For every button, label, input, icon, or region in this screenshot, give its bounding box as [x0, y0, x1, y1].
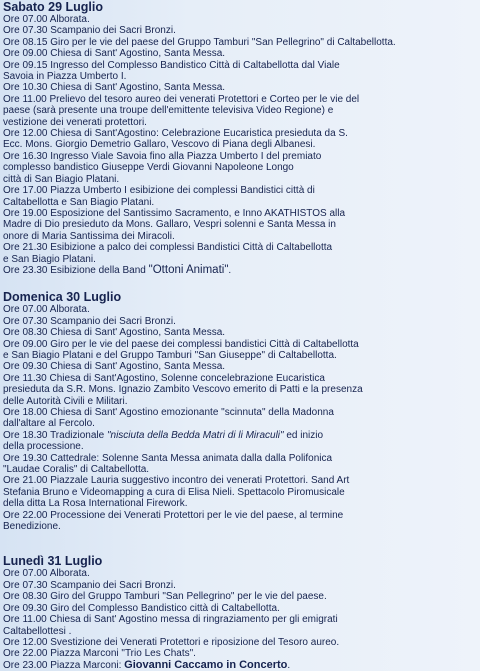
schedule-line: Ore 17.00 Piazza Umberto I esibizione dei complessi Bandistici città di [3, 185, 315, 197]
schedule-line: Ore 08.15 Giro per le vie del paese del Gruppo Tamburi "San Pellegrino" di Caltabellotta. [3, 36, 396, 48]
schedule-line: presieduta da S.R. Mons. Ignazio Zambito Vescovo emerito di Patti e la presenza [3, 384, 363, 396]
schedule-line: Ore 08.30 Giro del Gruppo Tamburi "San Pellegrino" per le vie del paese. [3, 591, 327, 603]
schedule-line: e San Biagio Platani e del Gruppo Tamburi "San Giuseppe" di Caltabellotta. [3, 349, 337, 361]
concert-name: Giovanni Caccamo in Concerto [124, 658, 288, 671]
schedule-line: città di San Biagio Platani. [3, 173, 120, 185]
day-heading: Domenica 30 Luglio [3, 290, 122, 305]
schedule-list [3, 441, 477, 532]
procession-name: "nisciuta della Bedda Matri di li Miraculi" [106, 429, 284, 441]
schedule-line: Ore 11.00 Chiesa di Sant' Agostino messa di ringraziamento per gli emigrati [3, 614, 338, 626]
band-name: "Ottoni Animati" [148, 263, 229, 276]
schedule-line: Madre di Dio presieduto da Mons. Gallaro, Vespri solenni e Santa Messa in [3, 219, 336, 231]
day-section-saturday [3, 0, 477, 276]
schedule-line: Ore 10.30 Chiesa di Sant' Agostino, Santa Messa. [3, 82, 226, 94]
schedule-line: Ore 09.30 Chiesa di Sant' Agostino, Santa Messa. [3, 361, 226, 373]
schedule-line: Ore 07.00 Alborata. [3, 14, 90, 25]
schedule-line: Ore 19.00 Esposizione del Santissimo Sacramento, e Inno AKATHISTOS alla [3, 207, 346, 219]
day-section-sunday [3, 290, 477, 532]
day-heading: Sabato 29 Luglio [3, 0, 104, 14]
schedule-line: Ore 11.30 Chiesa di Sant'Agostino, Solenne concelebrazione Eucaristica [3, 372, 325, 384]
schedule-line: Ore 09.30 Giro del Complesso Bandistico città di Caltabellotta. [3, 602, 280, 614]
schedule-line: Ore 22.00 Processione dei Venerati Protettori per le vie del paese, al termine [3, 509, 344, 521]
schedule-line: onore di Maria Santissima dei Miracoli. [3, 230, 175, 242]
schedule-list [3, 14, 477, 265]
schedule-line: Ore 21.30 Esibizione a palco dei complessi Bandistici Città di Caltabellotta [3, 242, 333, 254]
schedule-line: "Laudae Coralis" di Caltabellotta. [3, 464, 150, 476]
schedule-line: Stefania Bruno e Videomapping a cura di Elisa Nieli. Spettacolo Piromusicale [3, 486, 345, 498]
schedule-line: Savoia in Piazza Umberto I. [3, 71, 127, 83]
schedule-line: Ore 19.30 Cattedrale: Solenne Santa Messa animata dalla dalla Polifonica [3, 452, 333, 464]
schedule-line: e San Biagio Platani. [3, 253, 96, 265]
schedule-line: complesso bandistico Giuseppe Verdi Giovanni Napoleone Longo [3, 162, 294, 174]
schedule-line: paese (sarà presente una troupe dell'emittente televisiva Video Regione) e [3, 105, 334, 117]
schedule-line: Ore 07.30 Scampanio dei Sacri Bronzi. [3, 315, 176, 327]
schedule-line: Ore 18.00 Chiesa di Sant' Agostino emozionante "scinnuta" della Madonna [3, 407, 334, 418]
schedule-line: Ore 09.00 Giro per le vie del paese dei complessi bandistici Città di Caltabellotta [3, 338, 359, 350]
day-section-monday [3, 554, 477, 671]
schedule-line: Ore 07.00 Alborata. [3, 568, 90, 580]
schedule-line: Ore 12.00 Svestizione dei Venerati Protettori e riposizione del Tesoro aureo. [3, 636, 340, 648]
schedule-line: Ore 21.00 Piazzale Lauria suggestivo incontro dei venerati Protettori. Sand Art [3, 475, 350, 487]
schedule-line: Ecc. Mons. Giorgio Demetrio Gallaro, Vescovo di Piana degli Albanesi. [3, 139, 316, 151]
schedule-line: Ore 22.00 Piazza Marconi "Trio Les Chats". [3, 648, 196, 660]
schedule-line: vestizione dei venerati protettori. [3, 116, 147, 128]
schedule-line: Ore 11.00 Prelievo del tesoro aureo dei venerati Protettori e Corteo per le vie del [3, 93, 360, 105]
schedule-line: Benedizione. [3, 521, 61, 533]
schedule-line: delle Autorità Civili e Militari. [3, 395, 128, 407]
schedule-line: dall'altare al Fercolo. [3, 418, 95, 430]
schedule-list [3, 568, 477, 659]
schedule-line: della processione. [3, 441, 84, 453]
schedule-line: Ore 18.30 Tradizionale "nisciuta della Bedda Matri di li Miraculi" ed inizio [3, 429, 324, 441]
schedule-line: Ore 12.00 Chiesa di Sant'Agostino: Celebrazione Eucaristica presieduta da S. [3, 128, 348, 140]
schedule-line: Caltabellottesi . [3, 625, 72, 637]
schedule-line: Ore 23.30 Esibizione della Band "Ottoni Animati". [3, 263, 232, 276]
schedule-line: Ore 07.30 Scampanio dei Sacri Bronzi. [3, 25, 176, 37]
schedule-line: Ore 16.30 Ingresso Viale Savoia fino alla Piazza Umberto I del premiato [3, 150, 322, 162]
schedule-line: della ditta La Rosa International Firework. [3, 498, 188, 510]
schedule-list [3, 304, 477, 429]
schedule-line: Ore 23.00 Piazza Marconi: Giovanni Caccamo in Concerto. [3, 658, 291, 671]
schedule-line: Ore 09.00 Chiesa di Sant' Agostino, Santa Messa. [3, 48, 226, 60]
schedule-line: Ore 08.30 Chiesa di Sant' Agostino, Santa Messa. [3, 327, 226, 339]
schedule-line: Caltabellotta e San Biagio Platani. [3, 196, 155, 208]
schedule-line: Ore 07.30 Scampanio dei Sacri Bronzi. [3, 579, 176, 591]
schedule-line: Ore 07.00 Alborata. [3, 304, 90, 316]
schedule-line: Ore 09.15 Ingresso del Complesso Bandistico Città di Caltabellotta dal Viale [3, 59, 340, 71]
day-heading: Lunedì 31 Luglio [3, 554, 103, 569]
